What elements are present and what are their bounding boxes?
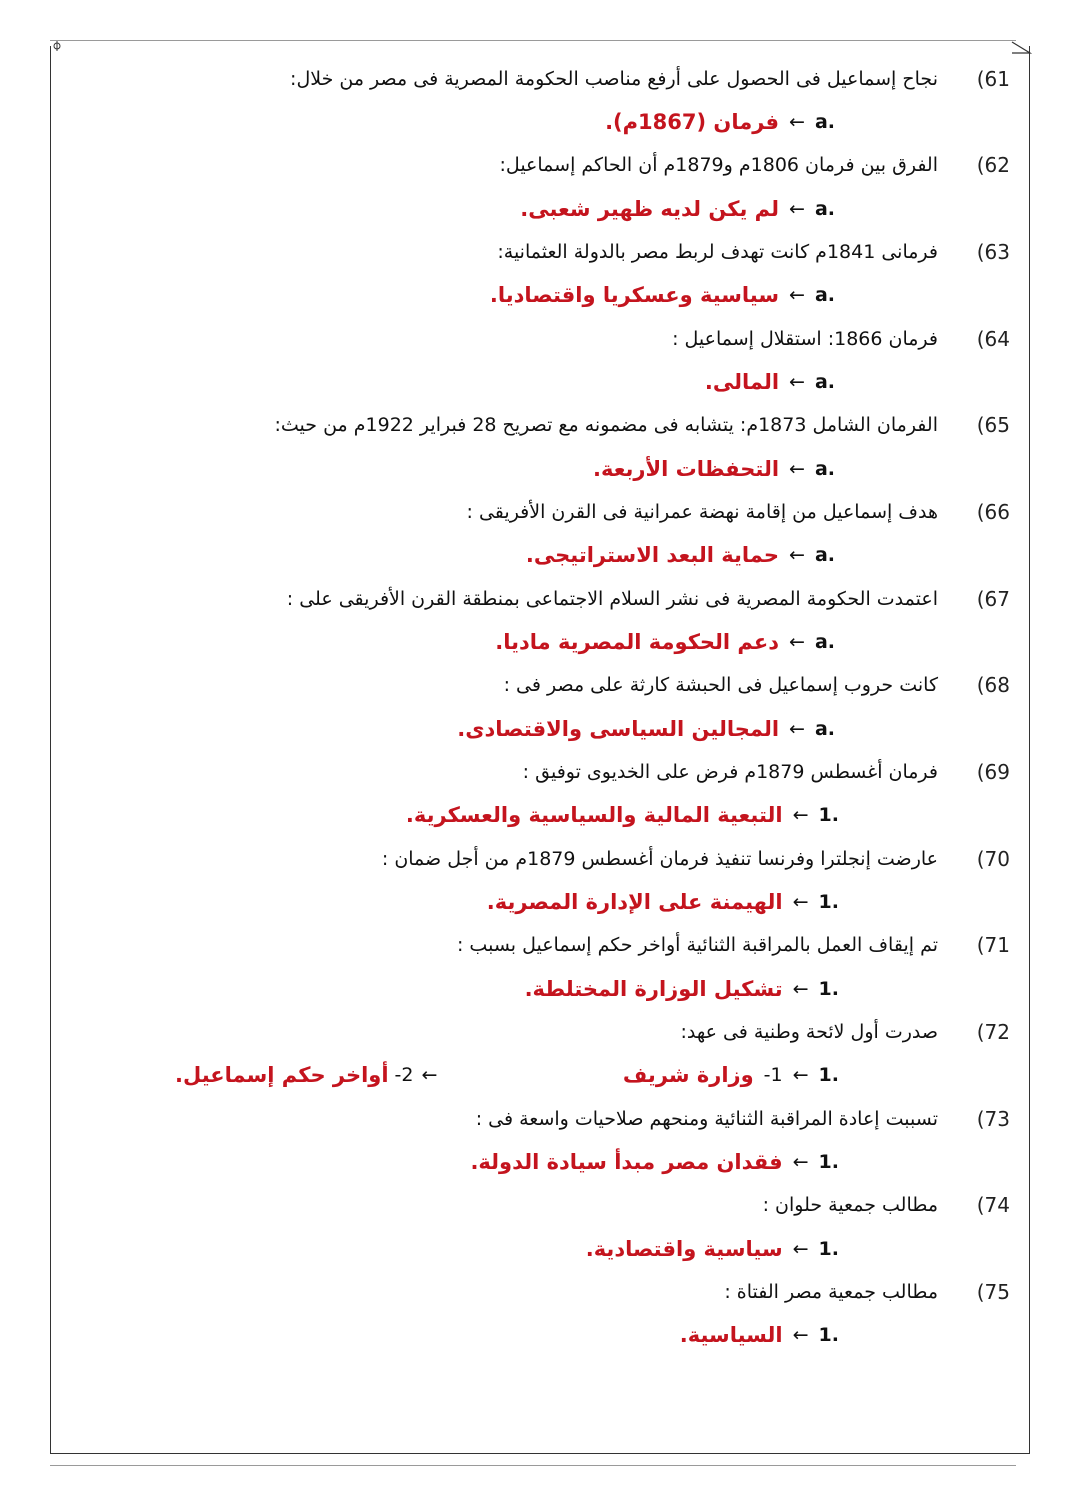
question-number: (72 [976, 1019, 1010, 1044]
answer-label: 1. [818, 1324, 839, 1347]
answer-row [0, 187, 1080, 230]
arrow-icon: ← [792, 890, 809, 913]
question-row [0, 1097, 1080, 1140]
alternate-prefix: 2- [394, 1064, 414, 1087]
answer-label: a. [814, 544, 835, 567]
arrow-icon: ← [789, 630, 805, 653]
arrow-icon: ← [789, 457, 805, 480]
answer-text: سياسية واقتصادية. [585, 1236, 783, 1261]
arrow-icon: ← [789, 110, 805, 133]
answer-label: a. [814, 717, 835, 740]
question-row [0, 750, 1080, 793]
question-row [0, 490, 1080, 533]
question-number: (67 [976, 586, 1010, 611]
answer-text: سياسية وعسكريا واقتصاديا. [489, 283, 780, 308]
answer-label: 1. [818, 1237, 839, 1260]
arrow-icon: ← [792, 804, 809, 827]
bottom-rule [50, 1465, 1016, 1466]
answer-text: تشكيل الوزارة المختلطة. [524, 976, 783, 1001]
arrow-icon: ← [789, 284, 805, 307]
question-number: (64 [976, 326, 1010, 351]
question-row [0, 1270, 1080, 1313]
question-text: نجاح إسماعيل فى الحصول على أرفع مناصب الحكومة المصرية فى مصر من خلال: [290, 67, 938, 90]
question-row [0, 57, 1080, 100]
answer-row [0, 1314, 1080, 1357]
answer-row [0, 274, 1080, 317]
question-text: مطالب جمعية حلوان : [762, 1194, 938, 1217]
question-number: (62 [976, 153, 1010, 178]
arrow-icon: ← [789, 717, 805, 740]
question-row [0, 230, 1080, 273]
question-row [0, 837, 1080, 880]
arrow-icon: ← [789, 197, 805, 220]
question-text: صدرت أول لائحة وطنية فى عهد: [680, 1020, 938, 1043]
question-text: مطالب جمعية مصر الفتاة : [724, 1280, 938, 1303]
question-row [0, 144, 1080, 187]
question-list [0, 57, 1080, 1357]
arrow-icon: ← [792, 1064, 809, 1087]
answer-row [0, 447, 1080, 490]
answer-label: a. [814, 630, 835, 653]
question-number: (75 [976, 1279, 1010, 1304]
answer-label: 1. [818, 890, 839, 913]
question-text: تم إيقاف العمل بالمراقبة الثنائية أواخر حكم إسماعيل بسبب : [456, 934, 938, 957]
question-text: فرمانى 1841م كانت تهدف لربط مصر بالدولة العثمانية: [497, 240, 938, 263]
question-number: (74 [976, 1193, 1010, 1218]
arrow-icon: ← [792, 1237, 809, 1260]
question-number: (66 [976, 499, 1010, 524]
answer-row [0, 534, 1080, 577]
pin-icon [52, 36, 62, 46]
answer-label: 1. [818, 1150, 839, 1173]
answer-row [0, 360, 1080, 403]
question-text: الفرق بين فرمان 1806م و1879م أن الحاكم إسماعيل: [499, 154, 938, 177]
question-text: اعتمدت الحكومة المصرية فى نشر السلام الاجتماعى بمنطقة القرن الأفريقى على : [286, 587, 938, 610]
answer-label: 1. [818, 977, 839, 1000]
question-number: (69 [976, 759, 1010, 784]
question-row [0, 404, 1080, 447]
question-row [0, 577, 1080, 620]
answer-text: دعم الحكومة المصرية ماديا. [495, 629, 780, 654]
question-row [0, 317, 1080, 360]
question-text: تسببت إعادة المراقبة الثنائية ومنحهم صلاحيات واسعة فى : [475, 1107, 938, 1130]
alternate-answer [175, 1054, 437, 1097]
question-number: (63 [976, 239, 1010, 264]
answer-label: a. [814, 457, 835, 480]
answer-row [0, 1054, 1080, 1097]
question-text: عارضت إنجلترا وفرنسا تنفيذ فرمان أغسطس 1879م من أجل ضمان : [381, 847, 938, 870]
answer-text: التحفظات الأربعة. [592, 456, 780, 481]
question-number: (68 [976, 673, 1010, 698]
question-row [0, 664, 1080, 707]
question-number: (71 [976, 933, 1010, 958]
top-rule [50, 40, 1016, 41]
arrow-icon: ← [792, 1324, 809, 1347]
answer-row [0, 1140, 1080, 1183]
answer-text: الهيمنة على الإدارة المصرية. [486, 889, 783, 914]
question-text: فرمان أغسطس 1879م فرض على الخديوى توفيق : [522, 760, 938, 783]
answer-label: 1. [818, 1064, 839, 1087]
question-number: (65 [976, 413, 1010, 438]
question-number: (61 [976, 66, 1010, 91]
question-number: (70 [976, 846, 1010, 871]
answer-label: a. [814, 110, 835, 133]
answer-prefix: 1- [763, 1064, 783, 1087]
answer-row [0, 967, 1080, 1010]
question-text: فرمان 1866: استقلال إسماعيل : [672, 327, 938, 350]
answer-row [0, 1227, 1080, 1270]
answer-row [0, 794, 1080, 837]
answer-row [0, 707, 1080, 750]
alternate-answer-text: أواخر حكم إسماعيل. [175, 1063, 389, 1088]
answer-text: فقدان مصر مبدأ سيادة الدولة. [470, 1149, 783, 1174]
arrow-icon: ← [789, 370, 805, 393]
answer-text: حماية البعد الاستراتيجى. [525, 543, 780, 568]
answer-label: 1. [818, 804, 839, 827]
answer-row [0, 620, 1080, 663]
answer-row [0, 880, 1080, 923]
answer-text: المجالين السياسى والاقتصادى. [457, 716, 780, 741]
question-row [0, 1184, 1080, 1227]
arrow-icon: ← [789, 544, 805, 567]
question-row [0, 924, 1080, 967]
question-text: هدف إسماعيل من إقامة نهضة عمرانية فى القرن الأفريقى : [466, 500, 938, 523]
answer-label: a. [814, 370, 835, 393]
answer-text: فرمان (1867م). [605, 109, 780, 134]
page-fold-icon [1010, 40, 1032, 54]
answer-text: التبعية المالية والسياسية والعسكرية. [405, 803, 783, 828]
answer-text: وزارة شريف [622, 1063, 754, 1088]
arrow-icon: ← [792, 977, 809, 1000]
answer-label: a. [814, 197, 835, 220]
question-row [0, 1010, 1080, 1053]
answer-text: المالى. [704, 369, 780, 394]
answer-text: لم يكن لديه ظهير شعبى. [520, 196, 780, 221]
question-text: الفرمان الشامل 1873م: يتشابه فى مضمونه مع تصريح 28 فبراير 1922م من حيث: [274, 414, 938, 437]
question-number: (73 [976, 1106, 1010, 1131]
answer-label: a. [814, 284, 835, 307]
arrow-icon: ← [792, 1150, 809, 1173]
question-text: كانت حروب إسماعيل فى الحبشة كارثة على مصر فى : [503, 674, 938, 697]
answer-text: السياسية. [679, 1323, 783, 1348]
arrow-icon: ← [421, 1064, 438, 1087]
answer-row [0, 100, 1080, 143]
